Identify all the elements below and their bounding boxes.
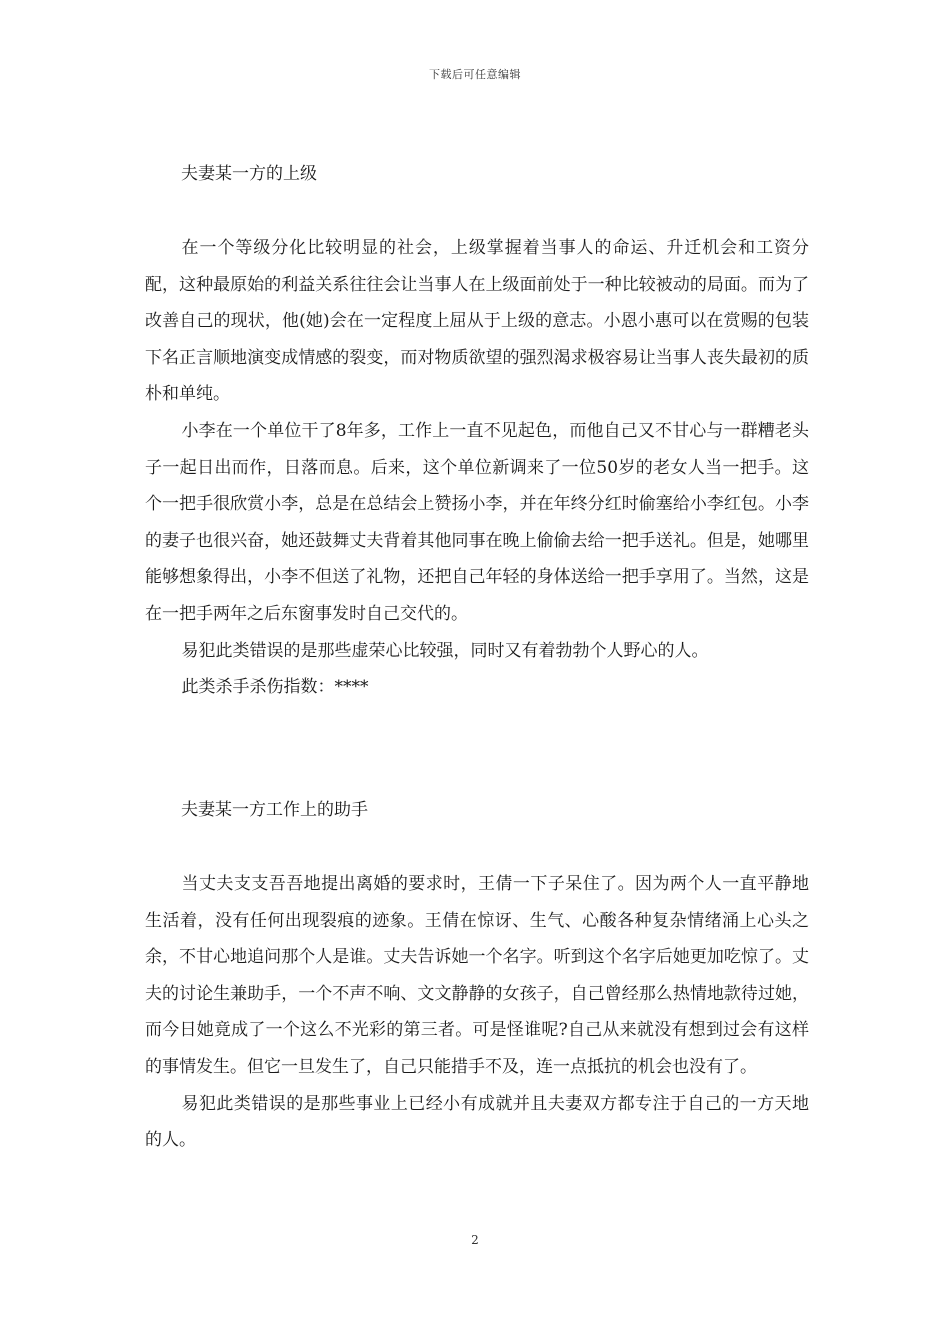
section-body-supervisor [145, 230, 809, 706]
paragraph: 此类杀手杀伤指数：**** [181, 677, 369, 698]
section-heading-supervisor: 夫妻某一方的上级 [181, 164, 317, 184]
paragraph: 易犯此类错误的是那些虚荣心比较强，同时又有着勃勃个人野心的人。 [181, 640, 709, 661]
paragraph: 在一个等级分化比较明显的社会，上级掌握着当事人的命运、升迁机会和工资分配，这种最原始的利益关系往往会让当事人在上级面前处于一种比较被动的局面。而为了改善自己的现状，他(她)会在一定程度上屈从于上级的意志。小恩小惠可以在赏赐的包装下名正言顺地演变成情感的裂变，而对物质欲望的强烈渴求极容易让当事人丧失最初的质朴和单纯。 [145, 238, 809, 405]
section-body-assistant [145, 866, 809, 1159]
page-header: 下载后可任意编辑 [429, 68, 521, 81]
page-number: 2 [471, 1233, 479, 1247]
paragraph: 易犯此类错误的是那些事业上已经小有成就并且夫妻双方都专注于自己的一方天地的人。 [145, 1093, 809, 1151]
paragraph: 当丈夫支支吾吾地提出离婚的要求时，王倩一下子呆住了。因为两个人一直平静地生活着，没有任何出现裂痕的迹象。王倩在惊讶、生气、心酸各种复杂情绪涌上心头之余，不甘心地追问那个人是谁。丈夫告诉她一个名字。听到这个名字后她更加吃惊了。丈夫的讨论生兼助手，一个不声不响、文文静静的女孩子，自己曾经那么热情地款待过她，而今日她竟成了一个这么不光彩的第三者。可是怪谁呢?自己从来就没有想到过会有这样的事情发生。但它一旦发生了，自己只能措手不及，连一点抵抗的机会也没有了。 [145, 874, 809, 1077]
section-heading-assistant: 夫妻某一方工作上的助手 [181, 800, 368, 820]
paragraph: 小李在一个单位干了8年多，工作上一直不见起色，而他自己又不甘心与一群糟老头子一起日出而作，日落而息。后来，这个单位新调来了一位50岁的老女人当一把手。这个一把手很欣赏小李，总是在总结会上赞扬小李，并在年终分红时偷塞给小李红包。小李的妻子也很兴奋，她还鼓舞丈夫背着其他同事在晚上偷偷去给一把手送礼。但是，她哪里能够想象得出，小李不但送了礼物，还把自己年轻的身体送给一把手享用了。当然，这是在一把手两年之后东窗事发时自己交代的。 [145, 420, 809, 624]
